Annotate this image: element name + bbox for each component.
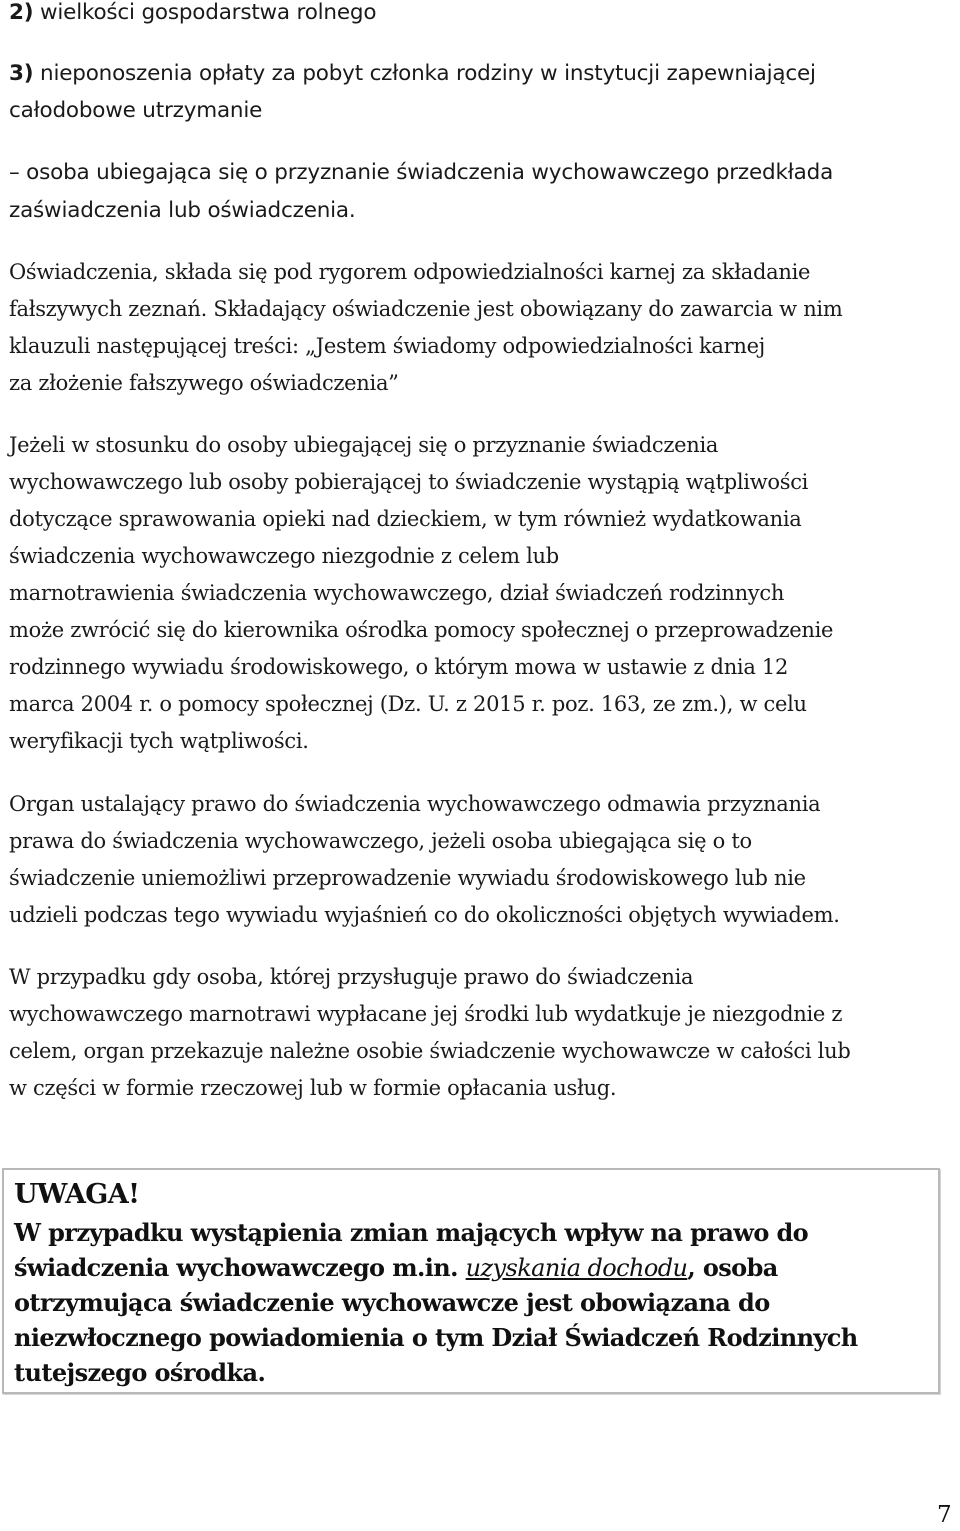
paragraph-line: marnotrawienia świadczenia wychowawczego, dział świadczeń rodzinnych (9, 581, 785, 605)
notice-text: , osoba (687, 1253, 778, 1282)
paragraph-line: prawa do świadczenia wychowawczego, jeżeli osoba ubiegająca się o to (9, 829, 752, 853)
list-item-text: wielkości gospodarstwa rolnego (33, 0, 377, 25)
list-item-3 (9, 58, 816, 90)
paragraph-line: udzieli podczas tego wywiadu wyjaśnień co do okoliczności objętych wywiadem. (9, 903, 840, 927)
notice-title: UWAGA! (14, 1179, 140, 1210)
notice-line: otrzymująca świadczenie wychowawcze jest obowiązana do (14, 1288, 770, 1317)
paragraph-line: wychowawczego marnotrawi wypłacane jej środki lub wydatkuje je niezgodnie z (9, 1002, 843, 1026)
income-link[interactable]: uzyskania dochodu (465, 1254, 688, 1282)
paragraph-line: Oświadczenia, składa się pod rygorem odpowiedzialności karnej za składanie (9, 260, 811, 284)
notice-text: świadczenia wychowawczego m.in. (14, 1253, 466, 1282)
notice-line: tutejszego ośrodka. (14, 1358, 266, 1387)
page-number: 7 (937, 1502, 952, 1528)
list-number: 2) (9, 0, 34, 25)
paragraph-line: w części w formie rzeczowej lub w formie opłacania usług. (9, 1076, 617, 1100)
paragraph-line: fałszywych zeznań. Składający oświadczenie jest obowiązany do zawarcia w nim (9, 297, 843, 321)
paragraph-line: klauzuli następującej treści: „Jestem świadomy odpowiedzialności karnej (9, 334, 765, 358)
list-item-3-continuation: całodobowe utrzymanie (9, 98, 263, 123)
list-item-text: nieponoszenia opłaty za pobyt członka rodziny w instytucji zapewniającej (33, 61, 816, 86)
paragraph-line: marca 2004 r. o pomocy społecznej (Dz. U. z 2015 r. poz. 163, ze zm.), w celu (9, 692, 807, 716)
paragraph-line: dotyczące sprawowania opieki nad dzieckiem, w tym również wydatkowania (9, 507, 802, 531)
paragraph-line: wychowawczego lub osoby pobierającej to świadczenie wystąpią wątpliwości (9, 470, 809, 494)
paragraph-line: Jeżeli w stosunku do osoby ubiegającej się o przyznanie świadczenia (9, 433, 719, 457)
notice-box (2, 1168, 940, 1394)
list-item-2 (9, 0, 376, 29)
paragraph-line: celem, organ przekazuje należne osobie świadczenie wychowawcze w całości lub (9, 1039, 851, 1063)
paragraph-line: może zwrócić się do kierownika ośrodka pomocy społecznej o przeprowadzenie (9, 618, 834, 642)
paragraph-line: za złożenie fałszywego oświadczenia” (9, 371, 399, 395)
notice-line: W przypadku wystąpienia zmian mających wpływ na prawo do (14, 1218, 809, 1247)
list-number: 3) (9, 61, 34, 86)
paragraph-line: Organ ustalający prawo do świadczenia wychowawczego odmawia przyznania (9, 792, 821, 816)
paragraph-line: weryfikacji tych wątpliwości. (9, 729, 309, 753)
paragraph-line: świadczenie uniemożliwi przeprowadzenie wywiadu środowiskowego lub nie (9, 866, 806, 890)
notice-line: niezwłocznego powiadomienia o tym Dział Świadczeń Rodzinnych (14, 1323, 858, 1352)
note-line: – osoba ubiegająca się o przyznanie świadczenia wychowawczego przedkłada (9, 160, 834, 185)
note-line: zaświadczenia lub oświadczenia. (9, 198, 356, 223)
paragraph-line: rodzinnego wywiadu środowiskowego, o którym mowa w ustawie z dnia 12 (9, 655, 789, 679)
paragraph-line: W przypadku gdy osoba, której przysługuje prawo do świadczenia (9, 965, 694, 989)
paragraph-line: świadczenia wychowawczego niezgodnie z celem lub (9, 544, 559, 568)
notice-line (14, 1251, 778, 1285)
